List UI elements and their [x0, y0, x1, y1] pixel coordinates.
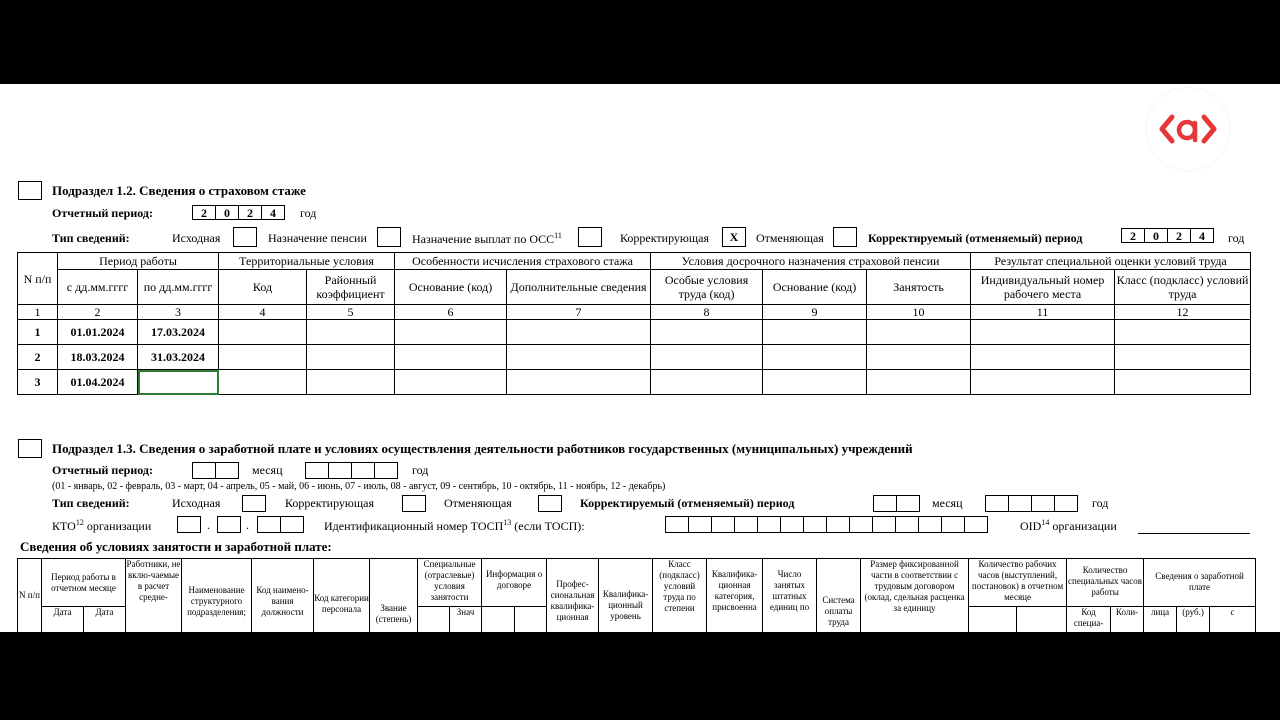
s12-cell[interactable] — [971, 345, 1115, 370]
s12-cell[interactable] — [219, 320, 307, 345]
s12-cell[interactable] — [971, 370, 1115, 395]
s13-tosp-label — [324, 518, 585, 534]
s12-cell[interactable] — [395, 370, 507, 395]
s13-th-salary-c: с — [1210, 607, 1256, 633]
s12-period-label: Отчетный период: — [52, 206, 153, 220]
s12-colnum: 4 — [219, 305, 307, 320]
s13-kto-label — [52, 518, 151, 534]
s13-months-note: (01 - январь, 02 - февраль, 03 - март, 04 - апрель, 05 - май, 06 - июнь, 07 - июль, 08 - август, 09 - сентябрь, 10 - октябрь, 11 - ноябрь, 12 - декабрь) — [52, 481, 666, 492]
s13-th-fixed-part: Размер фиксированной части в соответствии с трудовым договором (оклад, сдельная расценка за единицу — [861, 559, 969, 633]
s12-th-special: Особые условия труда (код) — [651, 270, 763, 305]
s13-th-category: Код категории персонала — [314, 559, 370, 633]
s12-type-initial-label: Исходная — [172, 231, 221, 245]
document-page — [0, 84, 1280, 632]
s12-corr-year-digit[interactable]: 2 — [1121, 228, 1145, 243]
s12-type-oss-label — [412, 231, 562, 247]
s13-kto-box3[interactable] — [258, 516, 304, 533]
s12-type-oss-footnote: 11 — [554, 231, 562, 240]
s12-colnum: 2 — [58, 305, 138, 320]
s13-th-sph-qty: Коли- — [1111, 607, 1144, 633]
s13-th-contract-a — [482, 607, 515, 633]
table-row — [18, 345, 1251, 370]
s13-th-rank: Звание (степень) — [370, 559, 418, 633]
s12-type-oss-checkbox[interactable] — [578, 227, 602, 247]
s13-th-qual-category: Квалифика-ционная категория, присвоенна — [707, 559, 763, 633]
s12-type-pension-checkbox[interactable] — [377, 227, 401, 247]
s12-th-period: Период работы — [58, 253, 219, 270]
s12-title: Подраздел 1.2. Сведения о страховом стаже — [52, 183, 306, 198]
s12-cell[interactable] — [1115, 345, 1251, 370]
s12-th-coef: Районный коэффициент — [307, 270, 395, 305]
s13-oid-label — [1020, 518, 1117, 534]
s13-year-boxes[interactable] — [306, 462, 398, 479]
s13-th-salary: Сведения о заработной плате — [1144, 559, 1256, 607]
s12-colnum: 9 — [763, 305, 867, 320]
s12-cell[interactable] — [867, 370, 971, 395]
s13-tosp-text: Идентификационный номер ТОСП — [324, 519, 504, 533]
s13-tosp-footnote: 13 — [503, 518, 512, 527]
s12-cell[interactable] — [1115, 370, 1251, 395]
s12-row-from[interactable]: 01.04.2024 — [58, 370, 138, 395]
s13-type-cancel-label: Отменяющая — [444, 496, 512, 510]
s12-cell[interactable] — [763, 345, 867, 370]
brand-logo — [1147, 88, 1229, 170]
s12-corr-year-suffix: год — [1228, 231, 1245, 245]
s12-colnum: 6 — [395, 305, 507, 320]
s12-cell[interactable] — [651, 320, 763, 345]
s12-th-basis2: Основание (код) — [763, 270, 867, 305]
s12-row-num: 1 — [18, 320, 58, 345]
s12-corr-year-digit[interactable]: 4 — [1190, 228, 1214, 243]
s13-th-unit: Наименование структурного подразделения; — [182, 559, 252, 633]
s12-corr-year-digit[interactable]: 0 — [1144, 228, 1168, 243]
s13-month-boxes[interactable] — [193, 462, 239, 479]
s12-cell[interactable] — [867, 320, 971, 345]
s12-row-num: 3 — [18, 370, 58, 395]
table-row — [18, 320, 1251, 345]
s12-th-to: по дд.мм.гггг — [138, 270, 219, 305]
s12-th-from: с дд.мм.гггг — [58, 270, 138, 305]
s12-type-pension-label: Назначение пенсии — [268, 231, 367, 245]
s12-th-class: Класс (подкласс) условий труда — [1115, 270, 1251, 305]
s12-colnum: 5 — [307, 305, 395, 320]
s12-stazh-table — [17, 252, 1251, 395]
s13-th-special-a — [418, 607, 450, 633]
s13-subtitle: Сведения об условиях занятости и заработной плате: — [20, 539, 332, 554]
s13-type-cancel-checkbox[interactable] — [538, 495, 562, 512]
s12-corr-label: Корректируемый (отменяемый) период — [868, 231, 1083, 245]
s13-th-contract: Информация о договоре — [482, 559, 547, 607]
s12-cell[interactable] — [307, 345, 395, 370]
s13-th-excluded: Работники, не вклю-чаемые в расчет средне- — [126, 559, 182, 633]
s12-th-employment: Занятость — [867, 270, 971, 305]
s13-tosp-suffix: (если ТОСП): — [514, 519, 585, 533]
s13-title: Подраздел 1.3. Сведения о заработной плате и условиях осуществления деятельности работников государственных (муниципальных) учреждений — [52, 441, 913, 456]
s12-cell[interactable] — [507, 345, 651, 370]
s12-year-digit[interactable]: 2 — [192, 205, 216, 220]
s13-type-label: Тип сведений: — [52, 496, 130, 510]
s12-cell[interactable] — [971, 320, 1115, 345]
s12-colnum: 3 — [138, 305, 219, 320]
brand-logo-icon — [1158, 109, 1218, 149]
s13-th-hours-a — [969, 607, 1017, 633]
s12-corr-year-digit[interactable]: 2 — [1167, 228, 1191, 243]
s13-th-position: Код наимено-вания должности — [252, 559, 314, 633]
s12-type-correcting-label: Корректирующая — [620, 231, 709, 245]
s13-type-initial-checkbox[interactable] — [242, 495, 266, 512]
s13-corr-label: Корректируемый (отменяемый) период — [580, 496, 795, 510]
s12-type-correcting-checkbox[interactable]: X — [722, 227, 746, 247]
s12-type-cancel-checkbox[interactable] — [833, 227, 857, 247]
s13-th-date-from: Дата — [42, 607, 84, 633]
s12-row-to-selected[interactable] — [138, 370, 219, 395]
s12-th-additional: Дополнительные сведения — [507, 270, 651, 305]
s12-cell[interactable] — [395, 320, 507, 345]
s13-year-label: год — [412, 463, 429, 477]
s13-th-qual-level: Квалифика-ционный уровень — [599, 559, 653, 633]
s12-year-digit[interactable]: 2 — [238, 205, 262, 220]
s12-cell[interactable] — [867, 345, 971, 370]
s12-cell[interactable] — [651, 370, 763, 395]
s12-colnum: 11 — [971, 305, 1115, 320]
s13-th-hours-b — [1017, 607, 1067, 633]
s12-colnum: 7 — [507, 305, 651, 320]
s12-type-label: Тип сведений: — [52, 231, 130, 245]
s12-colnum: 12 — [1115, 305, 1251, 320]
s13-kto-dot: . — [246, 518, 249, 532]
s12-cell[interactable] — [651, 345, 763, 370]
s13-th-period: Период работы в отчетном месяце — [42, 559, 126, 607]
s12-year-digit[interactable]: 4 — [261, 205, 285, 220]
s12-colnum: 10 — [867, 305, 971, 320]
s12-cell[interactable] — [307, 370, 395, 395]
s13-th-contract-b — [515, 607, 547, 633]
s12-type-initial-checkbox[interactable] — [233, 227, 257, 247]
s13-th-special-value: Знач — [450, 607, 482, 633]
s12-cell[interactable] — [219, 370, 307, 395]
s12-colnum: 1 — [18, 305, 58, 320]
s12-type-oss-text: Назначение выплат по ОСС — [412, 232, 555, 246]
s13-kto-dot: . — [207, 518, 210, 532]
s12-colnum: 8 — [651, 305, 763, 320]
s13-corr-year-label: год — [1092, 496, 1109, 510]
s12-cell[interactable] — [763, 370, 867, 395]
s13-type-correcting-label: Корректирующая — [285, 496, 374, 510]
s12-type-cancel-label: Отменяющая — [756, 231, 824, 245]
s12-row-from[interactable]: 18.03.2024 — [58, 345, 138, 370]
s13-oid-suffix: организации — [1052, 519, 1117, 533]
s12-cell[interactable] — [307, 320, 395, 345]
s13-th-special-hours: Количество специальных часов работы — [1067, 559, 1144, 607]
s13-month-label: месяц — [252, 463, 283, 477]
s13-select-checkbox[interactable] — [18, 439, 42, 458]
s12-row-to[interactable]: 31.03.2024 — [138, 345, 219, 370]
s13-th-class: Класс (подкласс) условий труда по степени — [653, 559, 707, 633]
s12-row-from[interactable]: 01.01.2024 — [58, 320, 138, 345]
s12-th-features: Особенности исчисления страхового стажа — [395, 253, 651, 270]
s12-cell[interactable] — [507, 370, 651, 395]
s12-row-num: 2 — [18, 345, 58, 370]
s13-period-label: Отчетный период: — [52, 463, 153, 477]
table-row — [18, 370, 1251, 395]
s12-th-basis: Основание (код) — [395, 270, 507, 305]
s13-kto-footnote: 12 — [75, 518, 84, 527]
s13-th-sph-code: Код специа- — [1067, 607, 1111, 633]
s13-th-qualification: Профес-сиональная квалифика-ционная — [547, 559, 599, 633]
s13-kto-box2[interactable] — [218, 516, 241, 533]
s13-corr-month-label: месяц — [932, 496, 963, 510]
s12-year-digit[interactable]: 0 — [215, 205, 239, 220]
s12-th-early: Условия досрочного назначения страховой пенсии — [651, 253, 971, 270]
s13-oid-text: OID — [1020, 519, 1042, 533]
s13-corr-year-boxes[interactable] — [986, 495, 1078, 512]
s12-th-sout: Результат специальной оценки условий труда — [971, 253, 1251, 270]
s13-corr-month-boxes[interactable] — [874, 495, 920, 512]
s12-th-terr: Территориальные условия — [219, 253, 395, 270]
s13-th-hours: Количество рабочих часов (выступлений, постановок) в отчетном месяце — [969, 559, 1067, 607]
s12-cell[interactable] — [395, 345, 507, 370]
s12-th-num: N п/п — [18, 253, 58, 305]
s13-th-salary-b: (руб.) — [1177, 607, 1210, 633]
s12-th-code: Код — [219, 270, 307, 305]
s12-cell[interactable] — [763, 320, 867, 345]
s13-kto-suffix: организации — [86, 519, 152, 533]
s12-year-suffix: год — [300, 206, 317, 220]
s12-cell[interactable] — [507, 320, 651, 345]
s13-th-pay-system: Система оплаты труда — [817, 559, 861, 633]
s13-kto-box1[interactable] — [178, 516, 201, 533]
s12-corr-year-boxes[interactable] — [1122, 228, 1214, 243]
s12-cell[interactable] — [219, 345, 307, 370]
s13-oid-footnote: 14 — [1041, 518, 1050, 527]
s13-tosp-boxes[interactable] — [666, 516, 988, 533]
s13-th-salary-a: лица — [1144, 607, 1177, 633]
s13-th-special: Специальные (отраслевые) условия занятости — [418, 559, 482, 607]
s12-th-workplace: Индивидуальный номер рабочего места — [971, 270, 1115, 305]
s12-cell[interactable] — [1115, 320, 1251, 345]
s13-oid-field[interactable] — [1138, 533, 1250, 534]
s13-salary-table — [17, 558, 1256, 632]
s13-kto-text: КТО — [52, 519, 76, 533]
s12-row-to[interactable]: 17.03.2024 — [138, 320, 219, 345]
s12-select-checkbox[interactable] — [18, 181, 42, 200]
s13-type-initial-label: Исходная — [172, 496, 221, 510]
s13-th-staff-units: Число занятых штатных единиц по — [763, 559, 817, 633]
s13-th-num: N п/п — [18, 559, 42, 633]
s13-th-date-to: Дата — [84, 607, 126, 633]
s12-year-boxes[interactable] — [193, 205, 285, 220]
s13-type-correcting-checkbox[interactable] — [402, 495, 426, 512]
